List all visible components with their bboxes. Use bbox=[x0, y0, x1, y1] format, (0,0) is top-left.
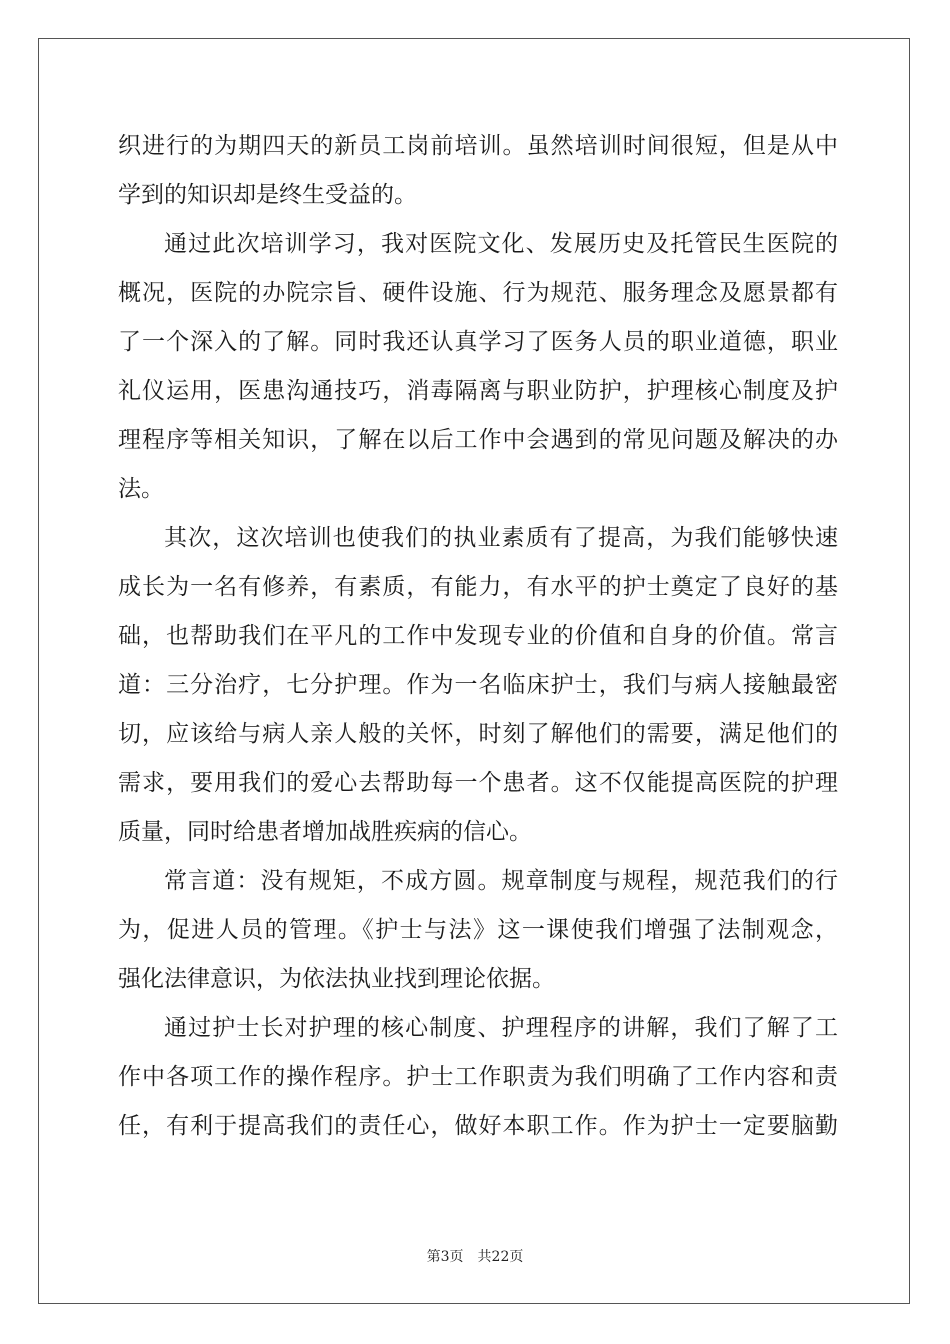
text-line: 其次，这次培训也使我们的执业素质有了提高，为我们能够快速 bbox=[164, 525, 838, 551]
text-line: 成长为一名有修养，有素质，有能力，有水平的护士奠定了良好的基 bbox=[118, 574, 838, 600]
document-body bbox=[118, 122, 838, 1151]
text-line: 理程序等相关知识，了解在以后工作中会遇到的常见问题及解决的办 bbox=[118, 427, 838, 453]
text-line: 概况，医院的办院宗旨、硬件设施、行为规范、服务理念及愿景都有 bbox=[118, 280, 838, 306]
text-line: 道：三分治疗，七分护理。作为一名临床护士，我们与病人接触最密 bbox=[118, 672, 838, 698]
text-line: 础，也帮助我们在平凡的工作中发现专业的价值和自身的价值。常言 bbox=[118, 623, 838, 649]
text-line: 质量，同时给患者增加战胜疾病的信心。 bbox=[118, 819, 532, 845]
text-line: 常言道：没有规矩，不成方圆。规章制度与规程，规范我们的行 bbox=[164, 868, 838, 894]
text-line: 任，有利于提高我们的责任心，做好本职工作。作为护士一定要脑勤 bbox=[118, 1113, 838, 1139]
page-total: 共22页 bbox=[477, 1249, 524, 1265]
text-line: 通过此次培训学习，我对医院文化、发展历史及托管民生医院的 bbox=[164, 231, 838, 257]
text-line: 为，促进人员的管理。《护士与法》这一课使我们增强了法制观念， bbox=[118, 917, 838, 943]
text-line: 织进行的为期四天的新员工岗前培训。虽然培训时间很短，但是从中 bbox=[118, 133, 838, 159]
text-line: 作中各项工作的操作程序。护士工作职责为我们明确了工作内容和责 bbox=[118, 1064, 838, 1090]
text-line: 强化法律意识，为依法执业找到理论依据。 bbox=[118, 966, 555, 992]
text-line: 了一个深入的了解。同时我还认真学习了医务人员的职业道德，职业 bbox=[118, 329, 838, 355]
page-footer bbox=[0, 1246, 950, 1266]
text-line: 通过护士长对护理的核心制度、护理程序的讲解，我们了解了工 bbox=[164, 1015, 838, 1041]
text-line: 需求，要用我们的爱心去帮助每一个患者。这不仅能提高医院的护理 bbox=[118, 770, 838, 796]
page-number: 第3页 bbox=[426, 1249, 464, 1265]
text-line: 切，应该给与病人亲人般的关怀，时刻了解他们的需要，满足他们的 bbox=[118, 721, 838, 747]
text-line: 学到的知识却是终生受益的。 bbox=[118, 182, 417, 208]
text-line: 礼仪运用，医患沟通技巧，消毒隔离与职业防护，护理核心制度及护 bbox=[118, 378, 838, 404]
text-line: 法。 bbox=[118, 476, 164, 502]
